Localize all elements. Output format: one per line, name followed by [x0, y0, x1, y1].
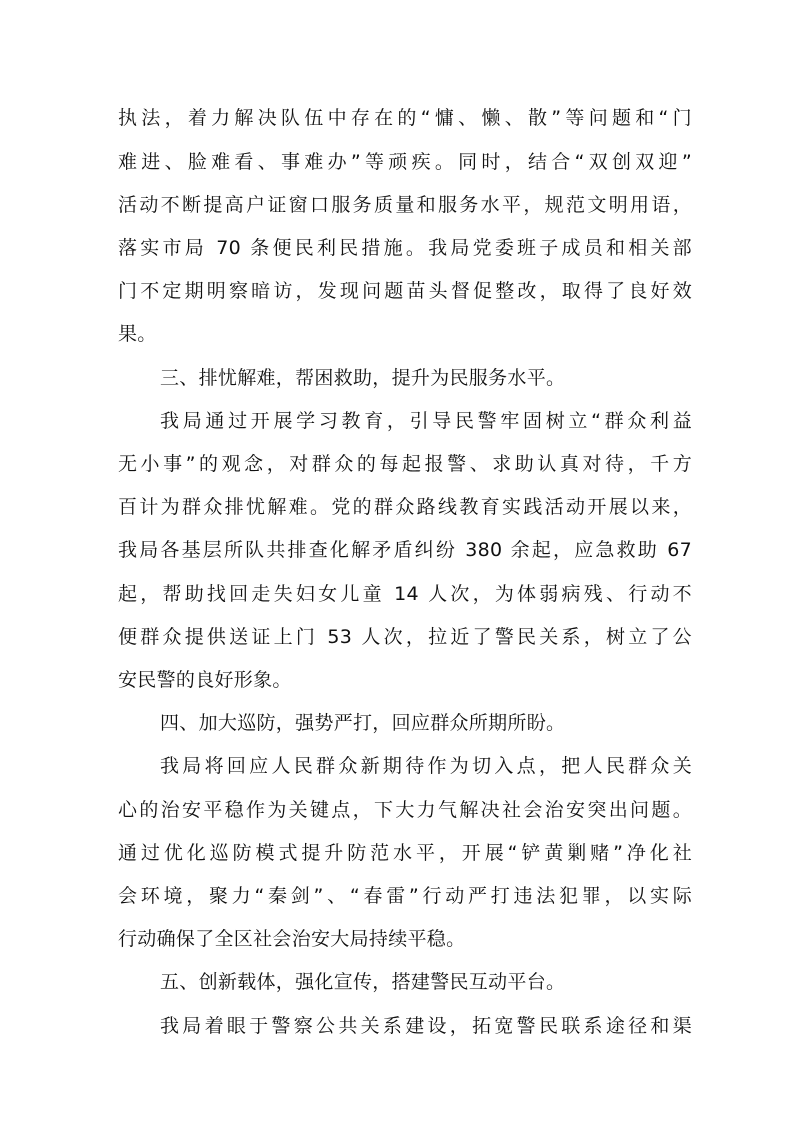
body-text-line: 执法，着力解决队伍中存在的“慵、懒、散”等问题和“门 [118, 107, 692, 129]
paragraph-first-line: 我局将回应人民群众新期待作为切入点，把人民群众关 [160, 755, 692, 777]
section-heading: 四、加大巡防，强势严打，回应群众所期所盼。 [160, 712, 566, 734]
body-text-line: 门不定期明察暗访，发现问题苗头督促整改，取得了良好效 [118, 280, 692, 302]
body-text-line: 会环境，聚力“秦剑”、“春雷”行动严打违法犯罪，以实际 [118, 885, 692, 907]
body-text-line: 起，帮助找回走失妇女儿童 14 人次，为体弱病残、行动不 [118, 583, 692, 605]
body-text-line: 果。 [118, 323, 157, 345]
body-text-line: 通过优化巡防模式提升防范水平，开展“铲黄剿赌”净化社 [118, 842, 692, 864]
body-text-line: 心的治安平稳作为关键点，下大力气解决社会治安突出问题。 [118, 799, 692, 821]
body-text-line: 便群众提供送证上门 53 人次，拉近了警民关系，树立了公 [118, 626, 692, 648]
body-text-line: 行动确保了全区社会治安大局持续平稳。 [118, 928, 466, 950]
body-text-line: 我局各基层所队共排查化解矛盾纠纷 380 余起，应急救助 67 [118, 539, 692, 561]
body-text-line: 无小事”的观念，对群众的每起报警、求助认真对待，千方 [118, 453, 692, 475]
body-text-line: 难进、脸难看、事难办”等顽疾。同时，结合“双创双迎” [118, 151, 692, 173]
section-heading: 五、创新载体，强化宣传，搭建警民互动平台。 [160, 971, 566, 993]
paragraph-first-line: 我局通过开展学习教育，引导民警牢固树立“群众利益 [160, 410, 692, 432]
paragraph-first-line: 我局着眼于警察公共关系建设，拓宽警民联系途径和渠 [160, 1015, 692, 1037]
body-text-line: 百计为群众排忧解难。党的群众路线教育实践活动开展以来， [118, 496, 692, 518]
body-text-line: 落实市局 70 条便民利民措施。我局党委班子成员和相关部 [118, 237, 692, 259]
body-text-line: 安民警的良好形象。 [118, 669, 292, 691]
body-text-line: 活动不断提高户证窗口服务质量和服务水平，规范文明用语， [118, 194, 692, 216]
section-heading: 三、排忧解难，帮困救助，提升为民服务水平。 [160, 367, 566, 389]
